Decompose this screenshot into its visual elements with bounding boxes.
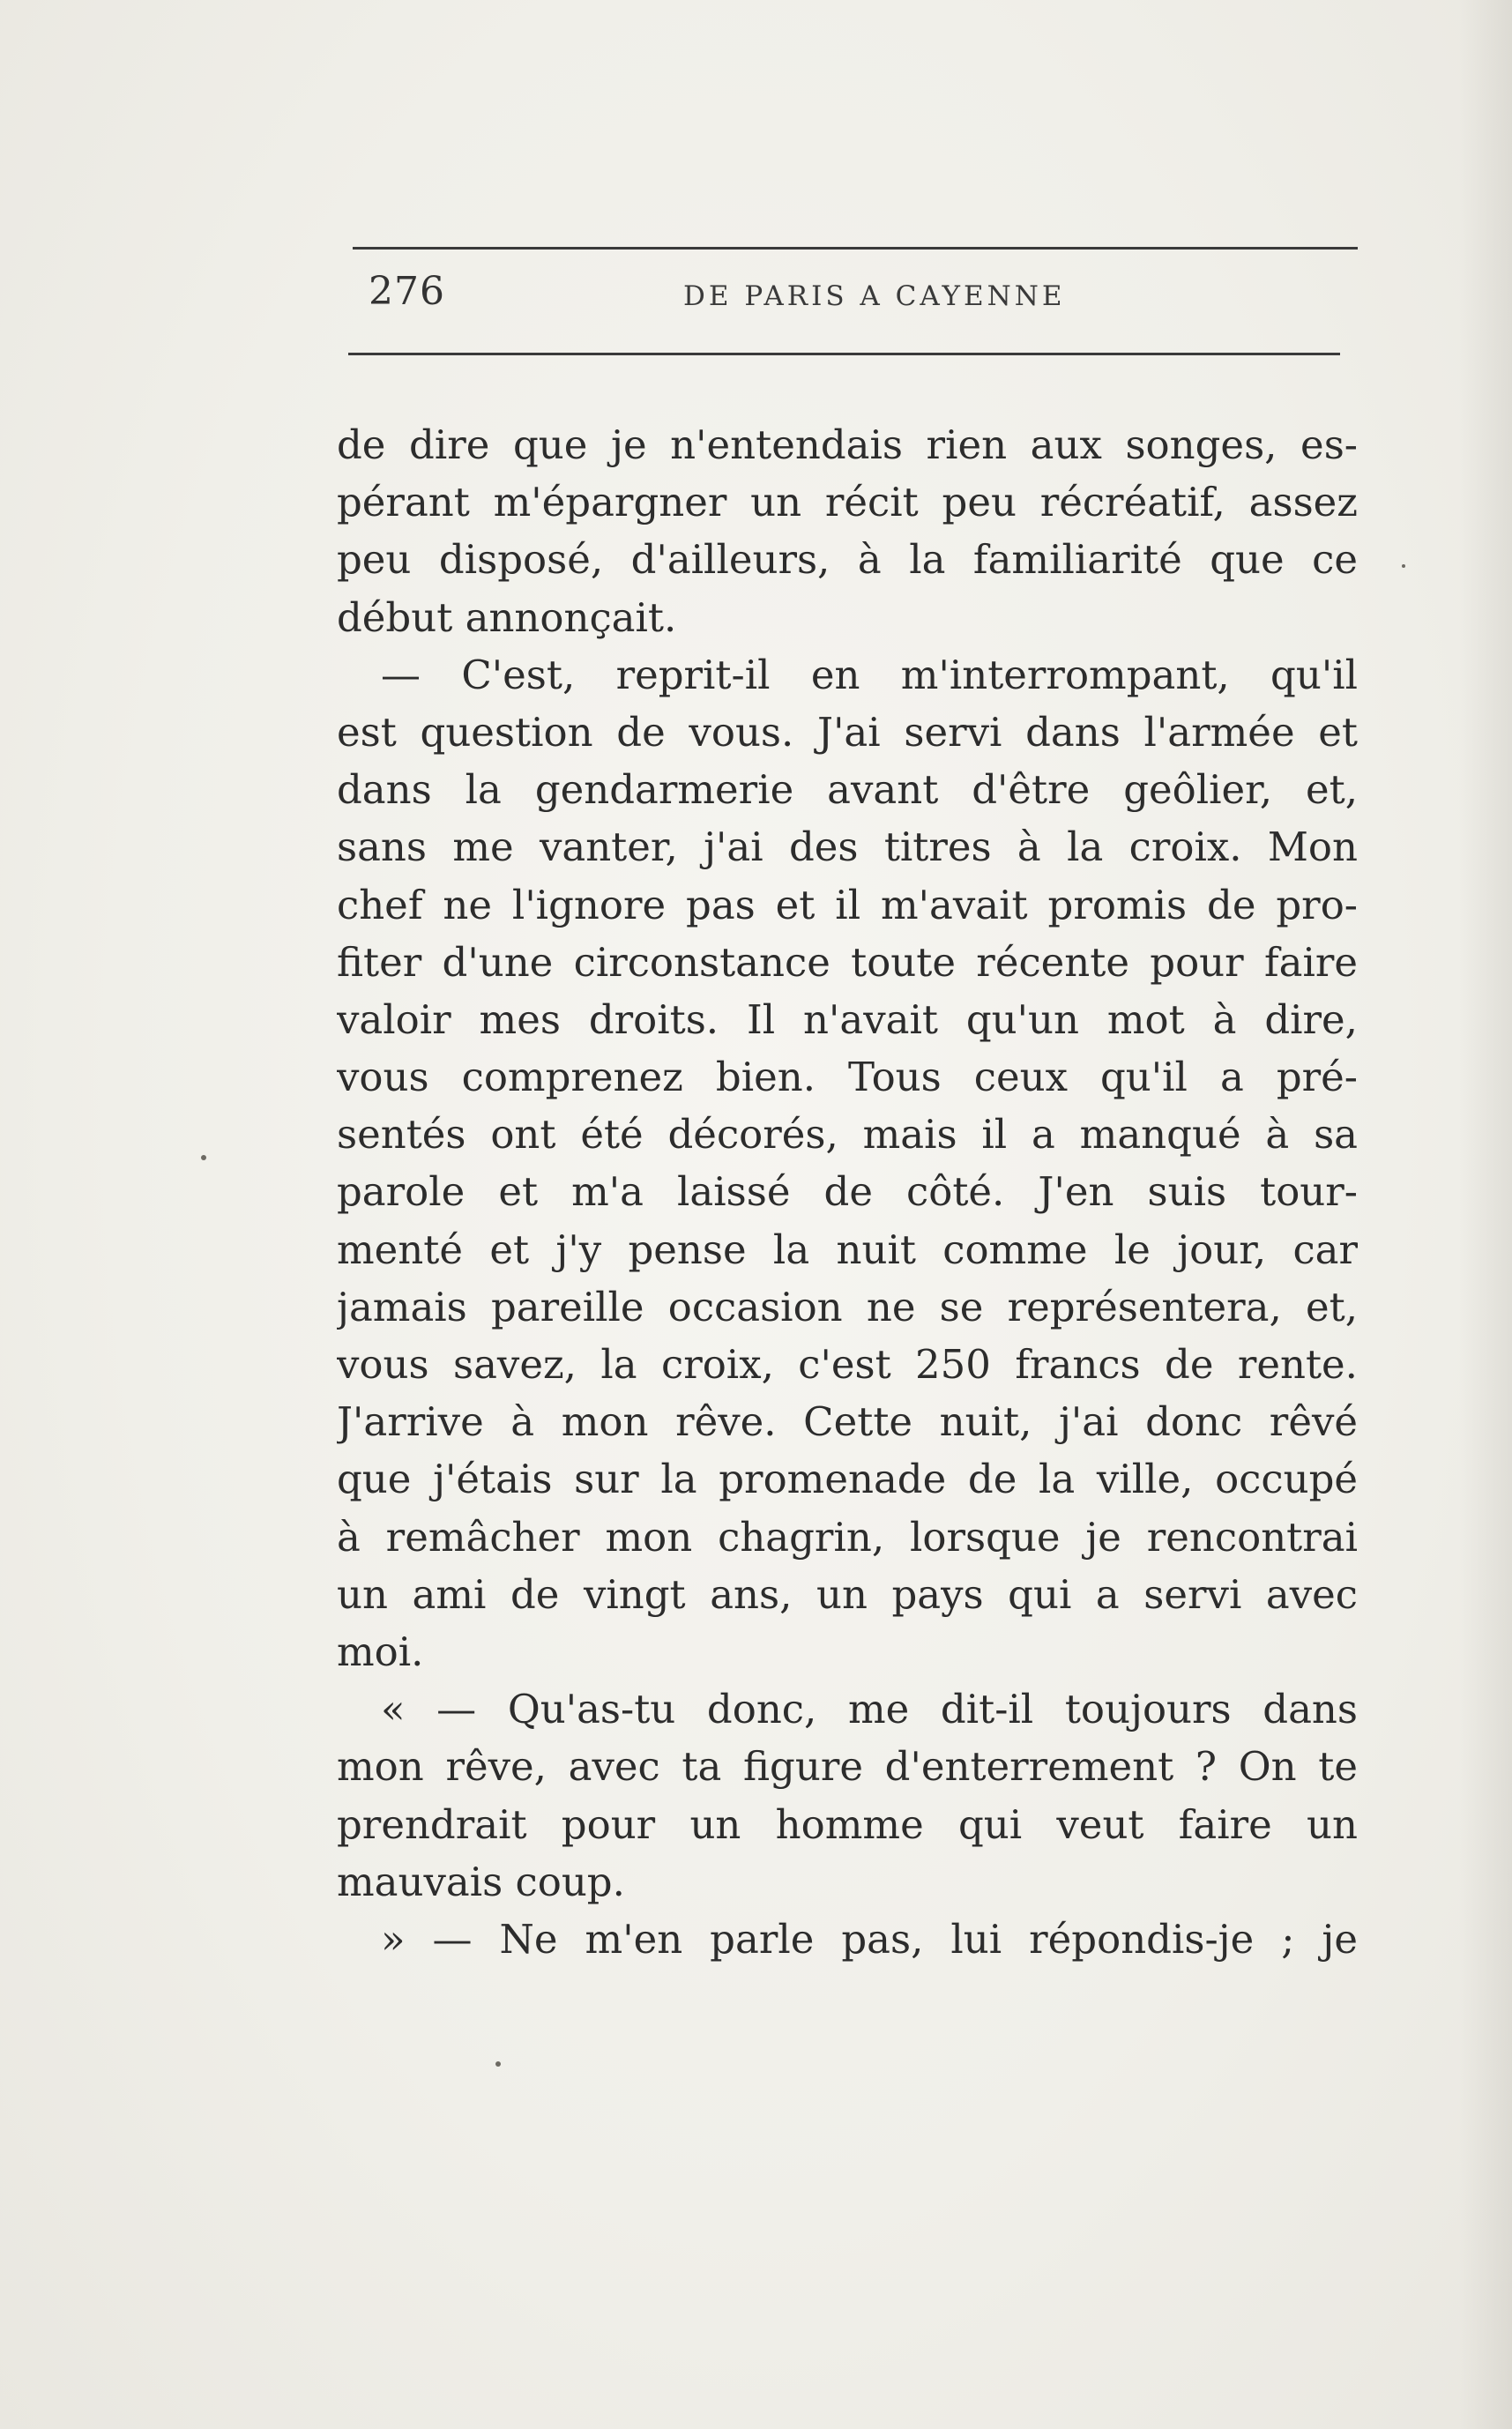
page-edge-shadow <box>1459 0 1512 2429</box>
text-line: sans me vanter, j'ai des titres à la croix. Mon <box>337 823 1358 871</box>
text-line: J'arrive à mon rêve. Cette nuit, j'ai donc rêvé <box>337 1398 1358 1446</box>
body-text <box>337 416 1358 1968</box>
text-line: à remâcher mon chagrin, lorsque je rencontrai <box>337 1513 1358 1561</box>
paper-speck <box>495 2061 501 2067</box>
paper-speck <box>201 1155 206 1160</box>
text-line: un ami de vingt ans, un pays qui a servi avec <box>337 1570 1358 1618</box>
text-line: prendrait pour un homme qui veut faire un <box>337 1800 1358 1848</box>
header-rule-top <box>353 247 1358 250</box>
text-line: vous comprenez bien. Tous ceux qu'il a pré- <box>337 1054 1358 1101</box>
text-line: » — Ne m'en parle pas, lui répondis-je ; je <box>381 1915 1358 1963</box>
text-line: est question de vous. J'ai servi dans l'armée et <box>337 708 1358 756</box>
running-title: DE PARIS A CAYENNE <box>683 280 1066 312</box>
text-line: début annonçait. <box>337 593 677 641</box>
text-line: parole et m'a laissé de côté. J'en suis tour- <box>337 1168 1358 1216</box>
text-line: vous savez, la croix, c'est 250 francs de rente. <box>337 1341 1358 1388</box>
text-line: pérant m'épargner un récit peu récréatif, assez <box>337 479 1358 526</box>
text-line: jamais pareille occasion ne se représentera, et, <box>337 1283 1358 1330</box>
text-line: mauvais coup. <box>337 1858 625 1905</box>
text-line: peu disposé, d'ailleurs, à la familiarité que ce <box>337 536 1358 584</box>
text-line: moi. <box>337 1628 424 1675</box>
text-line: chef ne l'ignore pas et il m'avait promis de pro- <box>337 881 1358 928</box>
text-line: fiter d'une circonstance toute récente pour faire <box>337 938 1358 986</box>
text-line: de dire que je n'entendais rien aux songes, es- <box>337 421 1358 468</box>
page-number: 276 <box>369 269 445 314</box>
text-line: — C'est, reprit-il en m'interrompant, qu'il <box>381 651 1358 698</box>
text-line: que j'étais sur la promenade de la ville, occupé <box>337 1456 1358 1503</box>
text-line: « — Qu'as-tu donc, me dit-il toujours dans <box>381 1686 1358 1733</box>
paper-speck <box>1402 564 1405 568</box>
header-rule-bottom <box>348 353 1340 355</box>
text-line: dans la gendarmerie avant d'être geôlier, et, <box>337 766 1358 814</box>
text-line: valoir mes droits. Il n'avait qu'un mot à dire, <box>337 995 1358 1043</box>
text-line: sentés ont été décorés, mais il a manqué à sa <box>337 1111 1358 1159</box>
text-line: menté et j'y pense la nuit comme le jour, car <box>337 1226 1358 1273</box>
text-line: mon rêve, avec ta figure d'enterrement ? On te <box>337 1743 1358 1791</box>
